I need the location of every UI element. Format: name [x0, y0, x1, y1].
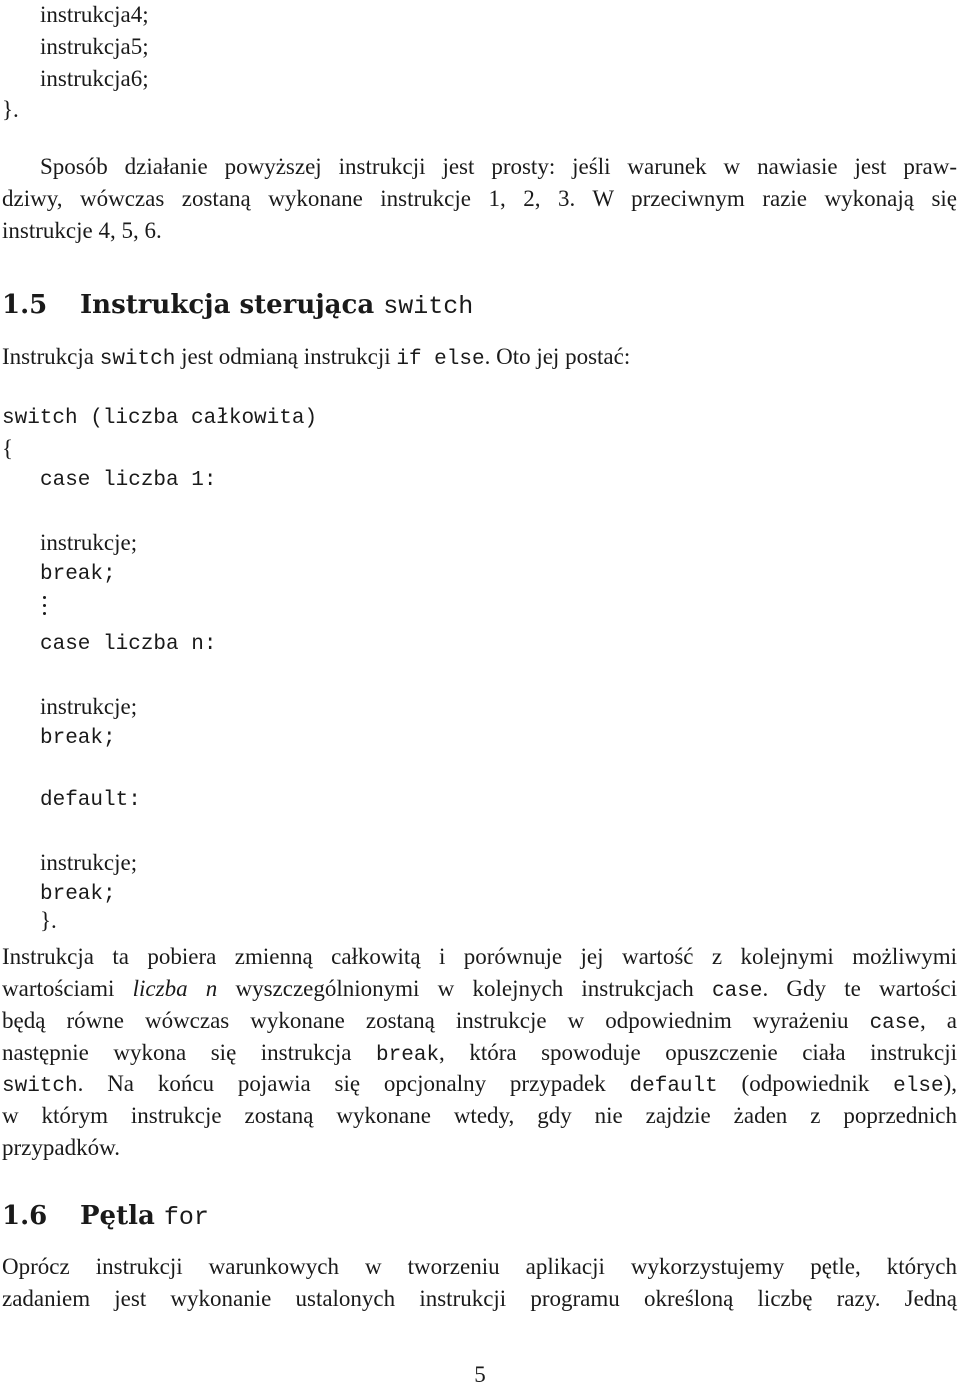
- text: , a: [920, 1008, 957, 1033]
- code-line: instrukcja4;: [40, 2, 149, 27]
- paragraph-line: instrukcje 4, 5, 6.: [2, 218, 162, 243]
- text: . Na końcu pojawia się opcjonalny przypadek: [77, 1071, 630, 1096]
- text: . Oto jej postać:: [484, 344, 631, 369]
- code-line: instrukcje;: [40, 530, 138, 555]
- section-title-code: switch: [383, 292, 474, 321]
- paragraph-line: Oprócz instrukcji warunkowych w tworzeniu aplikacji wykorzystujemy pętle, których: [2, 1254, 957, 1279]
- text: ),: [943, 1071, 957, 1096]
- paragraph-line: zadaniem jest wykonanie ustalonych instrukcji programu określoną liczbę razy. Jedną: [2, 1286, 957, 1311]
- section-number: 1.5: [2, 290, 48, 320]
- code-line: case liczba 1:: [40, 469, 217, 492]
- math-text: liczba n: [132, 976, 218, 1001]
- inline-code: if else: [396, 348, 485, 371]
- vertical-ellipsis: [43, 596, 47, 620]
- section-number: 1.6: [2, 1201, 48, 1231]
- paragraph-line: Sposób działanie powyższej instrukcji jest prosty: jeśli warunek w nawiasie jest praw-: [40, 154, 957, 179]
- paragraph-line: dziwy, wówczas zostaną wykonane instrukcje 1, 2, 3. W przeciwnym razie wykonają się: [2, 186, 957, 211]
- section-title-code: for: [163, 1203, 209, 1232]
- paragraph-line: w którym instrukcje zostaną wykonane wtedy, gdy nie zajdzie żaden z poprzednich: [2, 1103, 957, 1128]
- text: jest odmianą instrukcji: [175, 344, 397, 369]
- code-line: instrukcja5;: [40, 34, 149, 59]
- text: Instrukcja: [2, 344, 100, 369]
- paragraph-line: [2, 342, 630, 375]
- inline-code: switch: [99, 348, 176, 371]
- paragraph-line: Instrukcja ta pobiera zmienną całkowitą i porównuje jej wartość z kolejnymi możliwymi: [2, 944, 957, 969]
- text: wyszczególnionymi w kolejnych instrukcjach: [217, 976, 713, 1001]
- code-line: break;: [40, 727, 116, 750]
- section-title: Pętla: [80, 1201, 155, 1231]
- inline-code: break: [376, 1044, 440, 1067]
- page-number: 5: [474, 1362, 486, 1387]
- text: , która spowoduje opuszczenie ciała instrukcji: [439, 1040, 958, 1065]
- text: . Gdy te wartości: [762, 976, 957, 1001]
- code-line: {: [2, 436, 14, 461]
- text: wartościami: [2, 976, 133, 1001]
- inline-code: default: [629, 1075, 718, 1098]
- inline-code: case: [712, 980, 763, 1003]
- code-line: case liczba n:: [40, 633, 217, 656]
- section-title: Instrukcja sterująca: [80, 290, 375, 320]
- code-line: switch (liczba całkowita): [2, 407, 318, 430]
- code-line: }.: [2, 97, 19, 122]
- code-line: instrukcje;: [40, 850, 138, 875]
- paragraph-line: [2, 1006, 957, 1039]
- inline-code: case: [869, 1012, 920, 1035]
- section-heading: [2, 290, 473, 322]
- code-line: instrukcja6;: [40, 66, 149, 91]
- code-line: break;: [40, 883, 116, 906]
- section-heading: [2, 1201, 209, 1233]
- paragraph-line: [2, 1038, 957, 1071]
- paragraph-line: przypadków.: [2, 1135, 120, 1160]
- text: będą równe wówczas wykonane zostaną instrukcje w odpowiednim wyrażeniu: [2, 1008, 870, 1033]
- inline-code: else: [893, 1075, 944, 1098]
- text: następnie wykona się instrukcja: [2, 1040, 377, 1065]
- code-line: default:: [40, 789, 141, 812]
- code-line: }.: [40, 908, 57, 933]
- inline-code: switch: [2, 1075, 78, 1098]
- code-line: instrukcje;: [40, 694, 138, 719]
- paragraph-line: [2, 1069, 957, 1102]
- code-line: break;: [40, 563, 116, 586]
- paragraph-line: [2, 974, 957, 1007]
- text: (odpowiednik: [717, 1071, 894, 1096]
